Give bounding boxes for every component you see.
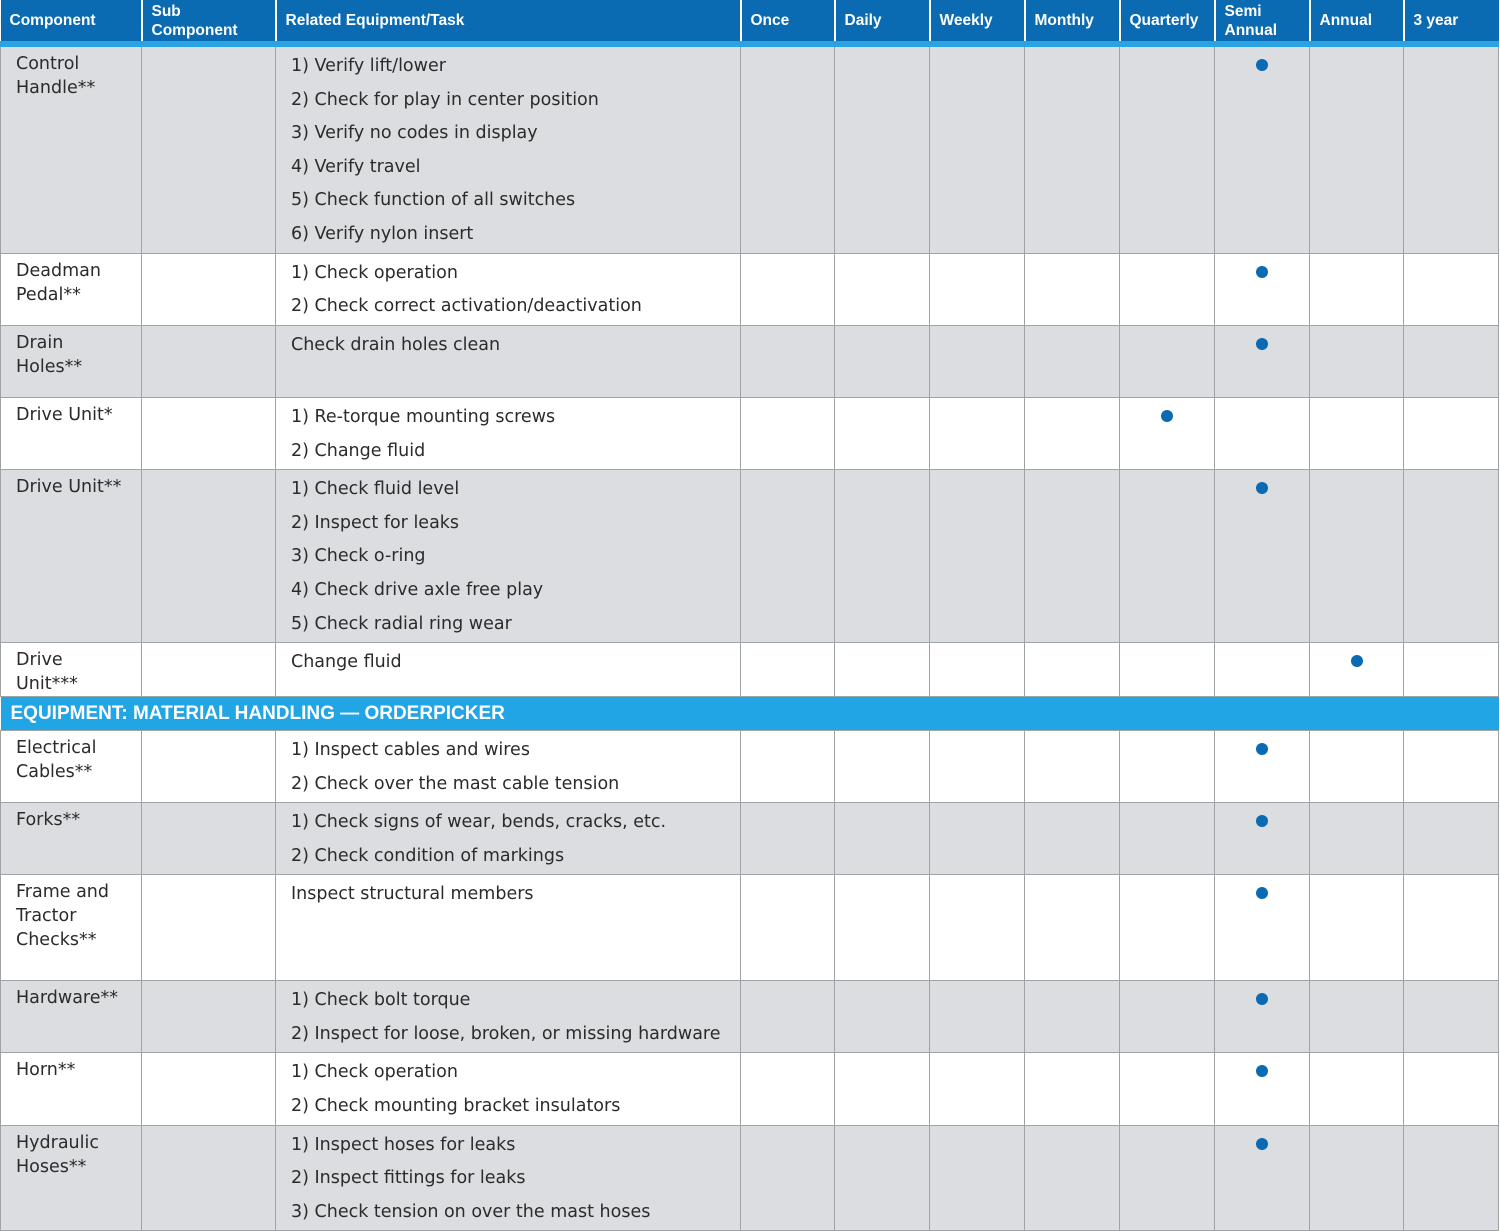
sub-component-cell	[142, 1125, 276, 1231]
component-cell	[1, 643, 142, 697]
schedule-dot-icon	[1256, 743, 1268, 755]
frequency-cell-three-year	[1404, 1053, 1499, 1125]
column-header-sub-component-line-1: Sub	[151, 2, 181, 20]
task-item: 1) Check signs of wear, bends, cracks, etc.	[291, 812, 667, 833]
frequency-cell-annual	[1310, 981, 1404, 1053]
frequency-cell-weekly	[930, 325, 1025, 397]
component-label-line: Holes**	[16, 356, 83, 377]
task-item: 2) Inspect for loose, broken, or missing hardware	[291, 1023, 721, 1044]
component-cell	[1, 253, 142, 325]
task-cell	[276, 803, 741, 875]
task-item: 1) Check bolt torque	[291, 990, 471, 1011]
table-row	[1, 470, 1499, 643]
component-cell	[1, 470, 142, 643]
frequency-cell-daily	[835, 253, 930, 325]
task-item: 2) Check mounting bracket insulators	[291, 1096, 621, 1117]
task-item: 3) Check o-ring	[291, 546, 426, 567]
component-label-line: Frame and	[16, 882, 110, 903]
column-header-quarterly: Quarterly	[1120, 0, 1215, 44]
task-cell	[276, 1125, 741, 1231]
schedule-dot-icon	[1256, 887, 1268, 899]
frequency-cell-weekly	[930, 981, 1025, 1053]
frequency-cell-semi-annual	[1215, 1125, 1310, 1231]
sub-component-cell	[142, 325, 276, 397]
section-title: EQUIPMENT: MATERIAL HANDLING — ORDERPICKER	[1, 697, 1499, 731]
frequency-cell-weekly	[930, 731, 1025, 803]
frequency-cell-quarterly	[1120, 643, 1215, 697]
task-item: 2) Check over the mast cable tension	[291, 773, 620, 794]
frequency-cell-three-year	[1404, 44, 1499, 253]
sub-component-cell	[142, 803, 276, 875]
schedule-dot-icon	[1256, 993, 1268, 1005]
frequency-cell-weekly	[930, 1125, 1025, 1231]
frequency-cell-weekly	[930, 803, 1025, 875]
frequency-cell-quarterly	[1120, 253, 1215, 325]
frequency-cell-three-year	[1404, 470, 1499, 643]
component-cell	[1, 875, 142, 981]
frequency-cell-monthly	[1025, 1053, 1120, 1125]
frequency-cell-once	[741, 325, 835, 397]
table-body	[1, 44, 1499, 1231]
frequency-cell-daily	[835, 44, 930, 253]
task-item: Change fluid	[291, 652, 402, 673]
frequency-cell-three-year	[1404, 643, 1499, 697]
task-cell	[276, 643, 741, 697]
frequency-cell-monthly	[1025, 470, 1120, 643]
frequency-cell-once	[741, 1125, 835, 1231]
task-item: 2) Inspect fittings for leaks	[291, 1168, 526, 1189]
frequency-cell-monthly	[1025, 643, 1120, 697]
component-label-line: Drive Unit**	[16, 477, 122, 498]
column-header-semi-annual-line-2: Annual	[1224, 21, 1278, 39]
frequency-cell-annual	[1310, 875, 1404, 981]
frequency-cell-quarterly	[1120, 1053, 1215, 1125]
task-item: 1) Check operation	[291, 262, 458, 283]
frequency-cell-daily	[835, 731, 930, 803]
sub-component-cell	[142, 397, 276, 469]
task-cell	[276, 1053, 741, 1125]
task-cell	[276, 325, 741, 397]
frequency-cell-quarterly	[1120, 325, 1215, 397]
frequency-cell-monthly	[1025, 1125, 1120, 1231]
task-item: 4) Check drive axle free play	[291, 579, 544, 600]
frequency-cell-annual	[1310, 1125, 1404, 1231]
task-item: 1) Check fluid level	[291, 479, 460, 500]
task-spacer	[291, 947, 726, 981]
component-cell	[1, 731, 142, 803]
frequency-cell-annual	[1310, 253, 1404, 325]
component-label-line: Cables**	[16, 762, 93, 783]
task-item: 2) Change fluid	[291, 440, 426, 461]
frequency-cell-quarterly	[1120, 803, 1215, 875]
component-cell	[1, 397, 142, 469]
task-cell	[276, 731, 741, 803]
table-row	[1, 981, 1499, 1053]
column-header-component: Component	[1, 0, 142, 44]
frequency-cell-annual	[1310, 731, 1404, 803]
component-label-line: Drive Unit*	[16, 404, 113, 425]
frequency-cell-three-year	[1404, 981, 1499, 1053]
frequency-cell-once	[741, 803, 835, 875]
task-spacer	[291, 363, 726, 397]
task-item: 5) Check radial ring wear	[291, 613, 512, 634]
frequency-cell-semi-annual	[1215, 643, 1310, 697]
column-header-semi-annual-line-1: Semi	[1224, 2, 1262, 20]
frequency-cell-monthly	[1025, 325, 1120, 397]
frequency-cell-annual	[1310, 643, 1404, 697]
schedule-dot-icon	[1256, 815, 1268, 827]
component-label-line: Drive Unit***	[16, 650, 78, 695]
task-item: 1) Re-torque mounting screws	[291, 406, 556, 427]
frequency-cell-quarterly	[1120, 1125, 1215, 1231]
frequency-cell-once	[741, 875, 835, 981]
frequency-cell-daily	[835, 981, 930, 1053]
frequency-cell-once	[741, 1053, 835, 1125]
frequency-cell-semi-annual	[1215, 44, 1310, 253]
frequency-cell-monthly	[1025, 44, 1120, 253]
component-label-line: Checks**	[16, 930, 97, 951]
component-cell	[1, 44, 142, 253]
frequency-cell-quarterly	[1120, 731, 1215, 803]
frequency-cell-once	[741, 44, 835, 253]
component-cell	[1, 803, 142, 875]
frequency-cell-semi-annual	[1215, 731, 1310, 803]
frequency-cell-once	[741, 731, 835, 803]
column-header-once: Once	[741, 0, 835, 44]
frequency-cell-weekly	[930, 1053, 1025, 1125]
table-row	[1, 875, 1499, 981]
frequency-cell-daily	[835, 803, 930, 875]
component-label-line: Forks**	[16, 810, 81, 831]
frequency-cell-once	[741, 397, 835, 469]
frequency-cell-weekly	[930, 397, 1025, 469]
sub-component-cell	[142, 1053, 276, 1125]
frequency-cell-daily	[835, 875, 930, 981]
task-item: 2) Check condition of markings	[291, 845, 565, 866]
frequency-cell-semi-annual	[1215, 397, 1310, 469]
column-header-weekly: Weekly	[930, 0, 1025, 44]
frequency-cell-monthly	[1025, 253, 1120, 325]
frequency-cell-once	[741, 253, 835, 325]
frequency-cell-annual	[1310, 44, 1404, 253]
component-label-line: Tractor	[16, 906, 77, 927]
frequency-cell-semi-annual	[1215, 470, 1310, 643]
component-label-line: Control	[16, 54, 80, 74]
frequency-cell-once	[741, 981, 835, 1053]
task-spacer	[291, 913, 726, 947]
frequency-cell-daily	[835, 643, 930, 697]
frequency-cell-semi-annual	[1215, 981, 1310, 1053]
frequency-cell-quarterly	[1120, 981, 1215, 1053]
task-cell	[276, 397, 741, 469]
frequency-cell-annual	[1310, 470, 1404, 643]
schedule-dot-icon	[1256, 338, 1268, 350]
frequency-cell-once	[741, 643, 835, 697]
column-header-annual: Annual	[1310, 0, 1404, 44]
frequency-cell-three-year	[1404, 397, 1499, 469]
frequency-cell-monthly	[1025, 981, 1120, 1053]
frequency-cell-three-year	[1404, 1125, 1499, 1231]
table-row	[1, 1125, 1499, 1231]
table-row	[1, 1053, 1499, 1125]
frequency-cell-semi-annual	[1215, 325, 1310, 397]
header-row	[1, 0, 1499, 44]
frequency-cell-three-year	[1404, 253, 1499, 325]
frequency-cell-weekly	[930, 470, 1025, 643]
component-label-line: Handle**	[16, 78, 96, 98]
frequency-cell-weekly	[930, 44, 1025, 253]
task-item: 6) Verify nylon insert	[291, 223, 474, 244]
component-label-line: Hardware**	[16, 988, 118, 1009]
component-cell	[1, 1053, 142, 1125]
frequency-cell-quarterly	[1120, 397, 1215, 469]
frequency-cell-daily	[835, 397, 930, 469]
frequency-cell-annual	[1310, 1053, 1404, 1125]
task-cell	[276, 875, 741, 981]
frequency-cell-three-year	[1404, 875, 1499, 981]
task-cell	[276, 44, 741, 253]
component-cell	[1, 1125, 142, 1231]
task-item: 2) Inspect for leaks	[291, 512, 460, 533]
frequency-cell-annual	[1310, 803, 1404, 875]
task-cell	[276, 981, 741, 1053]
component-cell	[1, 981, 142, 1053]
frequency-cell-daily	[835, 325, 930, 397]
schedule-dot-icon	[1256, 59, 1268, 71]
table-row	[1, 325, 1499, 397]
schedule-dot-icon	[1256, 482, 1268, 494]
frequency-cell-weekly	[930, 875, 1025, 981]
task-item: Check drain holes clean	[291, 334, 501, 355]
task-item: 4) Verify travel	[291, 156, 421, 177]
sub-component-cell	[142, 731, 276, 803]
sub-component-cell	[142, 253, 276, 325]
frequency-cell-daily	[835, 1125, 930, 1231]
sub-component-cell	[142, 44, 276, 253]
component-label-line: Hydraulic	[16, 1132, 99, 1153]
task-cell	[276, 470, 741, 643]
column-header-task: Related Equipment/Task	[276, 0, 741, 44]
frequency-cell-annual	[1310, 397, 1404, 469]
column-header-daily: Daily	[835, 0, 930, 44]
frequency-cell-monthly	[1025, 731, 1120, 803]
column-header-sub-component	[142, 0, 276, 44]
task-item: 2) Check correct activation/deactivation	[291, 296, 642, 317]
frequency-cell-daily	[835, 1053, 930, 1125]
component-label-line: Drain	[16, 332, 64, 353]
table-row	[1, 643, 1499, 697]
frequency-cell-three-year	[1404, 325, 1499, 397]
frequency-cell-semi-annual	[1215, 253, 1310, 325]
task-item: 3) Check tension on over the mast hoses	[291, 1201, 651, 1222]
frequency-cell-semi-annual	[1215, 803, 1310, 875]
frequency-cell-quarterly	[1120, 44, 1215, 253]
table-row	[1, 253, 1499, 325]
schedule-dot-icon	[1161, 410, 1173, 422]
frequency-cell-semi-annual	[1215, 875, 1310, 981]
column-header-sub-component-line-2: Component	[151, 21, 238, 39]
component-cell	[1, 325, 142, 397]
schedule-dot-icon	[1256, 1065, 1268, 1077]
frequency-cell-monthly	[1025, 875, 1120, 981]
task-item: 1) Verify lift/lower	[291, 56, 446, 76]
frequency-cell-monthly	[1025, 803, 1120, 875]
task-item: 1) Inspect cables and wires	[291, 740, 530, 761]
column-header-3-year: 3 year	[1404, 0, 1499, 44]
sub-component-cell	[142, 981, 276, 1053]
schedule-dot-icon	[1256, 266, 1268, 278]
frequency-cell-quarterly	[1120, 875, 1215, 981]
sub-component-cell	[142, 643, 276, 697]
table-row	[1, 397, 1499, 469]
frequency-cell-three-year	[1404, 803, 1499, 875]
table-row	[1, 803, 1499, 875]
column-header-monthly: Monthly	[1025, 0, 1120, 44]
frequency-cell-once	[741, 470, 835, 643]
sub-component-cell	[142, 875, 276, 981]
task-item: 3) Verify no codes in display	[291, 123, 538, 144]
frequency-cell-weekly	[930, 253, 1025, 325]
frequency-cell-semi-annual	[1215, 1053, 1310, 1125]
task-cell	[276, 253, 741, 325]
component-label-line: Horn**	[16, 1060, 76, 1081]
component-label-line: Hoses**	[16, 1156, 87, 1177]
frequency-cell-monthly	[1025, 397, 1120, 469]
component-label-line: Electrical	[16, 738, 97, 759]
sub-component-cell	[142, 470, 276, 643]
component-label-line: Pedal**	[16, 284, 81, 305]
table-row	[1, 44, 1499, 253]
task-item: Inspect structural members	[291, 884, 534, 905]
task-item: 5) Check function of all switches	[291, 190, 576, 211]
frequency-cell-daily	[835, 470, 930, 643]
table-row	[1, 731, 1499, 803]
task-item: 2) Check for play in center position	[291, 89, 599, 110]
frequency-cell-annual	[1310, 325, 1404, 397]
task-item: 1) Check operation	[291, 1062, 458, 1083]
section-header-row	[1, 697, 1499, 731]
schedule-dot-icon	[1351, 655, 1363, 667]
task-item: 1) Inspect hoses for leaks	[291, 1134, 516, 1155]
component-label-line: Deadman	[16, 260, 101, 281]
frequency-cell-weekly	[930, 643, 1025, 697]
frequency-cell-quarterly	[1120, 470, 1215, 643]
frequency-cell-three-year	[1404, 731, 1499, 803]
column-header-semi-annual	[1215, 0, 1310, 44]
schedule-dot-icon	[1256, 1138, 1268, 1150]
